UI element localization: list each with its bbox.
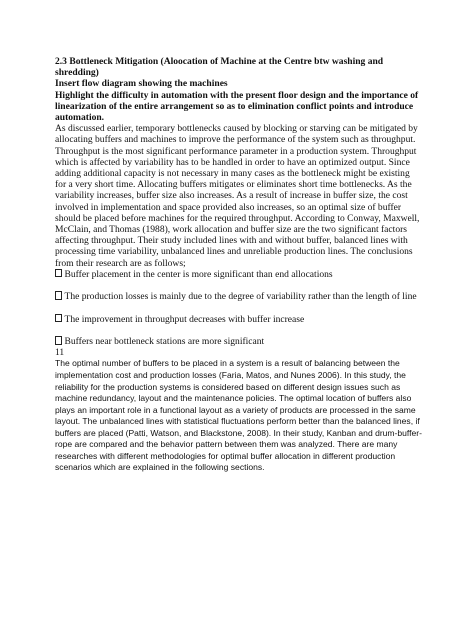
bullet-text: The production losses is mainly due to the degree of variability rather than the length of line	[64, 291, 417, 303]
bullet-text: The improvement in throughput decreases with buffer increase	[64, 313, 305, 325]
section-subheading: Insert flow diagram showing the machines	[55, 78, 228, 90]
bullet-item-3	[55, 314, 423, 325]
page-content	[55, 56, 423, 474]
body-paragraph-1: As discussed earlier, temporary bottlenecks caused by blocking or starving can be mitigated by allocating buffers and machines to improve the performance of the system such as throughput. Throughput is the most significant performance parameter in a production system. Throughput which is affected by variability has to be handled in order to have an optimized output. Since adding additional capacity is not necessary in many cases as the bottleneck might be existing for a very short time. Allocating buffers mitigates or eliminates short time bottlenecks. As the variability increases, buffer size also increases. As a result of increase in buffer size, the cost involved in implementation and space provided also increases, so an optimal size of buffer should be placed before machines for the required throughput. According to Conway, Maxwell, McClain, and Thomas (1988), work allocation and buffer size are the two significant factors affecting throughput. Their study included lines with and without buffer, balanced lines with processing time variability, unbalanced lines and unreliable production lines. The conclusions from their research are as follows;	[55, 123, 420, 269]
page-number: 11	[55, 347, 65, 359]
body-paragraph-2: The optimal number of buffers to be placed in a system is a result of balancing between the implementation cost and production losses (Faria, Matos, and Nunes 2006). In this study, the reliability for the production systems is considered based on different design issues such as machine redundancy, layout and the maintenance policies. The optimal location of buffers also plays an important role in a functional layout as a variety of products are processed in the same layout. The unbalanced lines with statistical fluctuations perform better than the balanced lines, if buffers are placed (Patti, Watson, and Blackstone, 2008). In their study, Kanban and drum-buffer-rope are compared and the behavior pattern between them was analyzed. There are many researches with different methodologies for optimal buffer allocation in different production scenarios which are explained in the following sections.	[55, 358, 422, 473]
bullet-item-1	[55, 269, 423, 280]
bullet-item-4	[55, 336, 423, 347]
bullet-text: Buffers near bottleneck stations are more significant	[64, 336, 265, 348]
section-heading: 2.3 Bottleneck Mitigation (Aloocation of Machine at the Centre btw washing and shredding)	[55, 56, 384, 79]
bullet-box-icon	[55, 314, 62, 323]
bullet-item-2	[55, 291, 423, 302]
bullet-box-icon	[55, 291, 62, 300]
highlight-note: Highlight the difficulty in automation with the present floor design and the importance of linearization of the entire arrangement so as to elimination conflict points and introduce automation.	[55, 89, 419, 124]
bullet-text: Buffer placement in the center is more significant than end allocations	[64, 268, 333, 280]
bullet-box-icon	[55, 336, 62, 345]
bullet-box-icon	[55, 269, 62, 278]
